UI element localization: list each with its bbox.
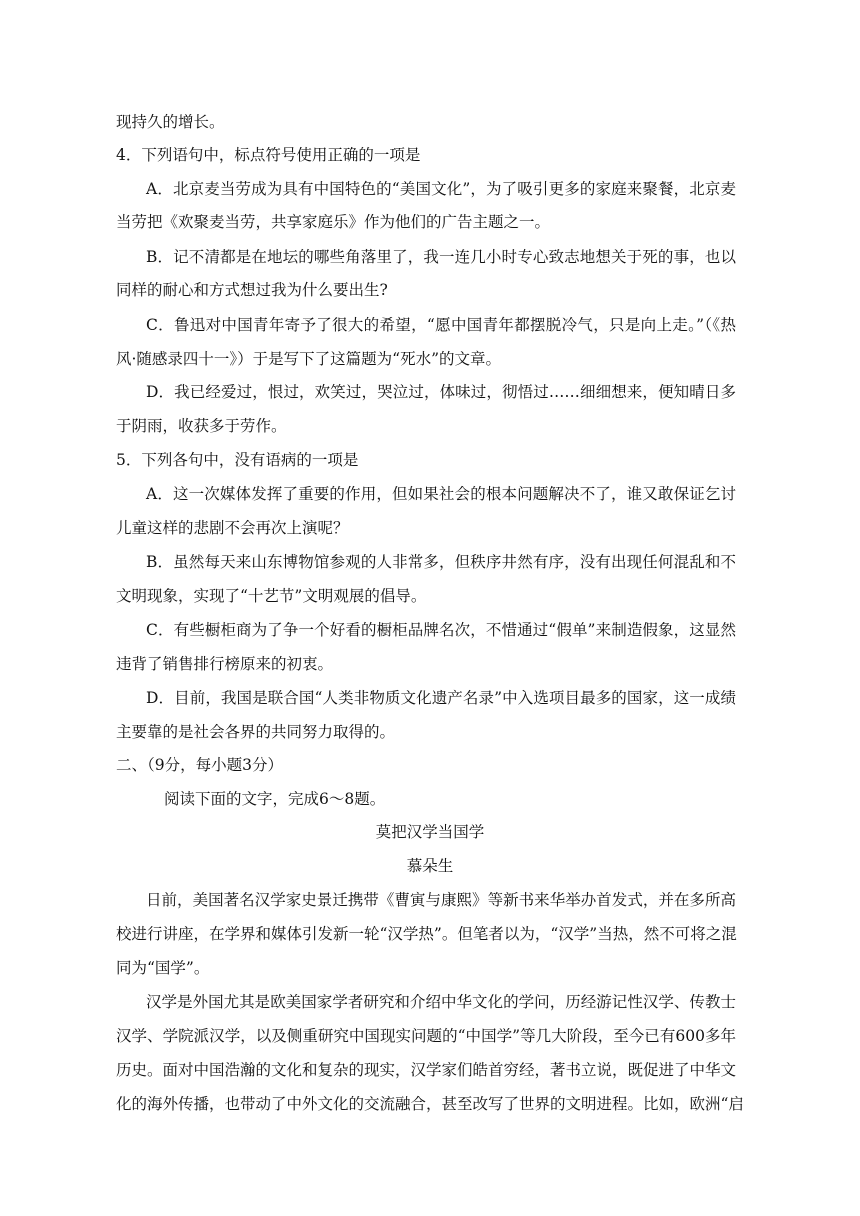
section-2-heading: 二、（9分，每小题3分）	[116, 756, 283, 774]
article-title: 莫把汉学当国学	[375, 823, 485, 841]
question-4-stem: 4．下列语句中，标点符号使用正确的一项是	[116, 146, 421, 164]
text-line: 现持久的增长。	[116, 113, 225, 131]
text-line: 儿童这样的悲剧不会再次上演呢？	[116, 519, 349, 537]
option-4c: C．鲁迅对中国青年寄予了很大的希望，“愿中国青年都摆脱冷气，只是向上走。”（《热	[146, 316, 736, 334]
text-line: 违背了销售排行榜原来的初衷。	[116, 655, 334, 673]
text-line: 主要靠的是社会各界的共同努力取得的。	[116, 723, 396, 741]
question-5-stem: 5．下列各句中，没有语病的一项是	[116, 451, 359, 469]
reading-instruction: 阅读下面的文字，完成6～8题。	[164, 790, 386, 808]
paragraph-line: 汉学是外国尤其是欧美国家学者研究和介绍中华文化的学问，历经游记性汉学、传教士	[146, 993, 736, 1011]
paragraph-line: 日前，美国著名汉学家史景迁携带《曹寅与康熙》等新书来华举办首发式，并在多所高	[146, 891, 736, 909]
paragraph-line: 汉学、学院派汉学，以及侧重研究中国现实问题的“中国学”等几大阶段，至今已有600多年	[116, 1027, 736, 1045]
paragraph-line: 历史。面对中国浩瀚的文化和复杂的现实，汉学家们皓首穷经，著书立说，既促进了中华文	[116, 1061, 737, 1079]
option-5c: C．有些橱柜商为了争一个好看的橱柜品牌名次，不惜通过“假单”来制造假象，这显然	[146, 621, 736, 639]
text-line: 风·随感录四十一》）于是写下了这篇题为“死水”的文章。	[116, 350, 502, 368]
text-line: 同样的耐心和方式想过我为什么要出生?	[116, 281, 388, 299]
option-4b: B．记不清都是在地坛的哪些角落里了，我一连几小时专心致志地想关于死的事，也以	[146, 248, 736, 266]
option-5b: B．虽然每天来山东博物馆参观的人非常多，但秩序井然有序，没有出现任何混乱和不	[146, 553, 736, 571]
text-line: 于阴雨，收获多于劳作。	[116, 417, 287, 435]
article-author: 慕朵生	[406, 857, 454, 875]
text-line: 当劳把《欢聚麦当劳，共享家庭乐》作为他们的广告主题之一。	[116, 213, 551, 231]
text-line: 文明现象，实现了“十艺节”文明观展的倡导。	[116, 587, 427, 605]
option-5a: A．这一次媒体发挥了重要的作用，但如果社会的根本问题解决不了，谁又敢保证乞讨	[146, 485, 736, 503]
paragraph-line: 同为“国学”。	[116, 959, 210, 977]
option-5d: D．目前，我国是联合国“人类非物质文化遗产名录”中入选项目最多的国家，这一成绩	[146, 689, 736, 707]
option-4d: D．我已经爱过，恨过，欢笑过，哭泣过，体味过，彻悟过……细细想来，便知晴日多	[146, 383, 736, 401]
paragraph-line: 校进行讲座，在学界和媒体引发新一轮“汉学热”。但笔者以为，“汉学”当热，然不可将之混	[116, 925, 737, 943]
option-4a: A．北京麦当劳成为具有中国特色的“美国文化”，为了吸引更多的家庭来聚餐，北京麦	[146, 180, 736, 198]
paragraph-line: 化的海外传播，也带动了中外文化的交流融合，甚至改写了世界的文明进程。比如，欧洲“启	[116, 1095, 744, 1113]
